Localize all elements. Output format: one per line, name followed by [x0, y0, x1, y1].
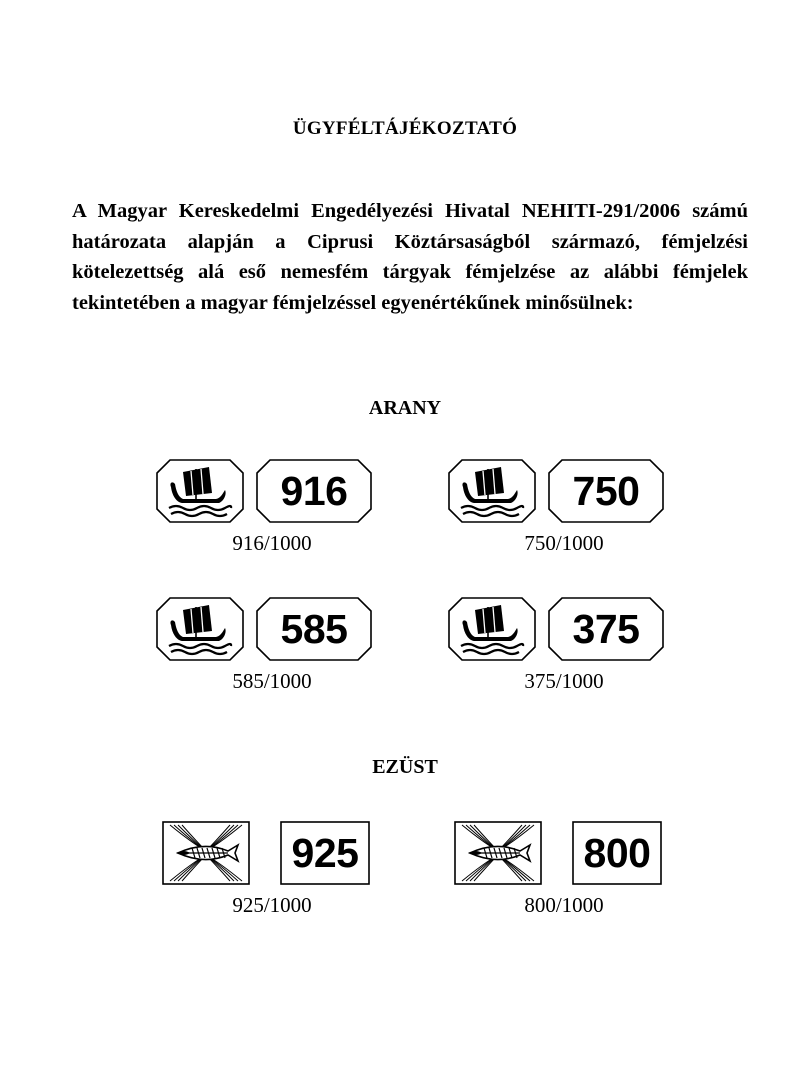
fineness-number: 375	[572, 605, 640, 652]
fineness-number-mark	[256, 459, 372, 523]
fineness-number: 800	[583, 829, 651, 876]
fineness-caption: 375/1000	[524, 669, 604, 693]
silver-hallmark-0	[152, 821, 392, 921]
fineness-caption: 585/1000	[232, 669, 312, 693]
fineness-number: 585	[280, 605, 348, 652]
gold-section-heading: ARANY	[368, 397, 442, 419]
ship-icon	[156, 597, 244, 661]
fineness-number-mark	[256, 597, 372, 661]
fineness-number: 750	[572, 467, 640, 514]
fineness-number: 916	[280, 467, 348, 514]
intro-paragraph: A Magyar Kereskedelmi Engedélyezési Hivatal NEHITI-291/2006 számú határozata alapján a Ciprusi Köztársaságból származó, fémjelzési kötelezettség alá eső nemesfém tárgyak fémjelzése az alábbi fémjelek tekintetében a magyar fémjelzéssel egyenértékűnek minősülnek:	[72, 200, 748, 314]
ship-icon	[156, 459, 244, 523]
gold-hallmark-0	[152, 459, 392, 559]
fineness-caption: 916/1000	[232, 531, 312, 555]
silver-hallmark-1	[444, 821, 684, 921]
fineness-caption: 925/1000	[232, 893, 312, 917]
fineness-caption: 800/1000	[524, 893, 604, 917]
silver-section-heading: EZÜST	[372, 756, 438, 778]
fish-icon	[454, 821, 542, 885]
fineness-number-mark	[280, 821, 370, 885]
ship-icon	[448, 597, 536, 661]
ship-icon	[448, 459, 536, 523]
fineness-caption: 750/1000	[524, 531, 604, 555]
gold-hallmark-2	[152, 597, 392, 697]
gold-hallmark-1	[444, 459, 684, 559]
page-title: ÜGYFÉLTÁJÉKOZTATÓ	[292, 118, 518, 139]
fineness-number: 925	[291, 829, 359, 876]
gold-hallmark-3	[444, 597, 684, 697]
fineness-number-mark	[572, 821, 662, 885]
fineness-number-mark	[548, 459, 664, 523]
fineness-number-mark	[548, 597, 664, 661]
fish-icon	[162, 821, 250, 885]
